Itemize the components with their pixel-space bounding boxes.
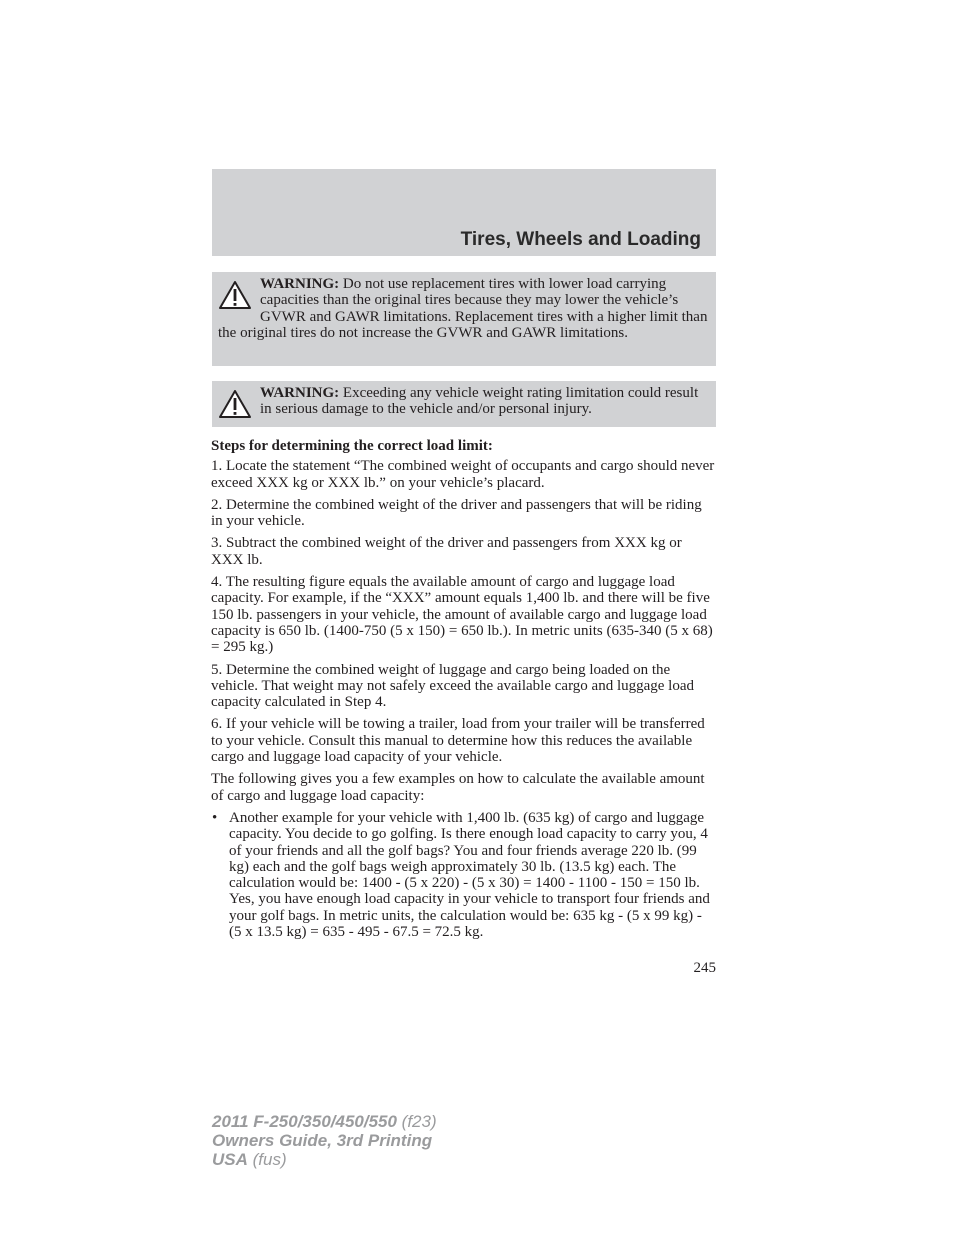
- step-4: 4. The resulting figure equals the available amount of cargo and luggage load capacity. For example, if the “XXX” amount equals 1,400 lb. and there will be five 150 lb. passengers in your vehicle, the amount of available cargo and luggage load capacity is 650 lb. (1400-750 (5 x 150) = 650 lb.). In metric units (635-340 (5 x 68) = 295 kg.): [211, 574, 713, 656]
- footer-line-edition: Owners Guide, 3rd Printing: [212, 1131, 433, 1150]
- list-item: [211, 810, 717, 940]
- step-6: 6. If your vehicle will be towing a trailer, load from your trailer will be transferred to your vehicle. Consult this manual to determine how this reduces the available cargo and luggage load capacity of your vehicle.: [211, 716, 705, 766]
- step-2: 2. Determine the combined weight of the driver and passengers that will be riding in your vehicle.: [211, 496, 702, 530]
- bullet-text: Another example for your vehicle with 1,400 lb. (635 kg) of cargo and luggage capacity. You decide to go golfing. Is there enough load capacity to carry you, 4 of your friends and all the golf bags? You and four friends average 220 lb. (99 kg) each and the golf bags weigh approximately 30 lb. (13.5 kg) each. The calculation would be: 1400 - (5 x 220) - (5 x 30) = 1400 - 1100 - 150 = 150 lb. Yes, you have enough load capacity in your vehicle to transport four friends and your golf bags. In metric units, the calculation would be: 635 kg - (5 x 99 kg) - (5 x 13.5 kg) = 635 - 495 - 67.5 = 72.5 kg.: [229, 809, 710, 941]
- bullet-marker: •: [212, 809, 218, 826]
- main-content: [211, 438, 717, 940]
- warning-triangle-icon: [218, 280, 252, 310]
- steps-heading: Steps for determining the correct load limit:: [211, 438, 493, 454]
- warning-box-replacement-tires: [212, 272, 716, 366]
- warning-text: Exceeding any vehicle weight rating limitation could result in serious damage to the vehicle and/or personal injury.: [260, 385, 699, 418]
- step-1: 1. Locate the statement “The combined weight of occupants and cargo should never exceed XXX kg or XXX lb.” on your vehicle’s placard.: [211, 458, 715, 491]
- warning-label: WARNING:: [260, 385, 340, 401]
- step-5: 5. Determine the combined weight of luggage and cargo being loaded on the vehicle. That weight may not safely exceed the available cargo and luggage load capacity calculated in Step 4.: [211, 661, 695, 711]
- warning-triangle-icon: [218, 389, 252, 419]
- footer-line-market: USA (fus): [212, 1150, 287, 1169]
- warning-text: Do not use replacement tires with lower load carrying capacities than the original tires because they may lower the vehicle’s GVWR and GAWR limitations. Replacement tires with a higher limit than the original tires do not increase the GVWR and GAWR limitations.: [218, 276, 708, 341]
- step-3: 3. Subtract the combined weight of the driver and passengers from XXX kg or XXX lb.: [211, 535, 682, 568]
- footer-line-model: 2011 F-250/350/450/550 (f23): [212, 1112, 437, 1131]
- section-header-band: [212, 169, 716, 256]
- document-footer: [212, 1112, 437, 1169]
- section-title: Tires, Wheels and Loading: [460, 229, 701, 250]
- warning-box-weight-rating: [212, 381, 716, 427]
- page-number: 245: [693, 960, 716, 976]
- warning-label: WARNING:: [260, 276, 340, 292]
- examples-intro: The following gives you a few examples on how to calculate the available amount of cargo and luggage load capacity:: [211, 771, 705, 804]
